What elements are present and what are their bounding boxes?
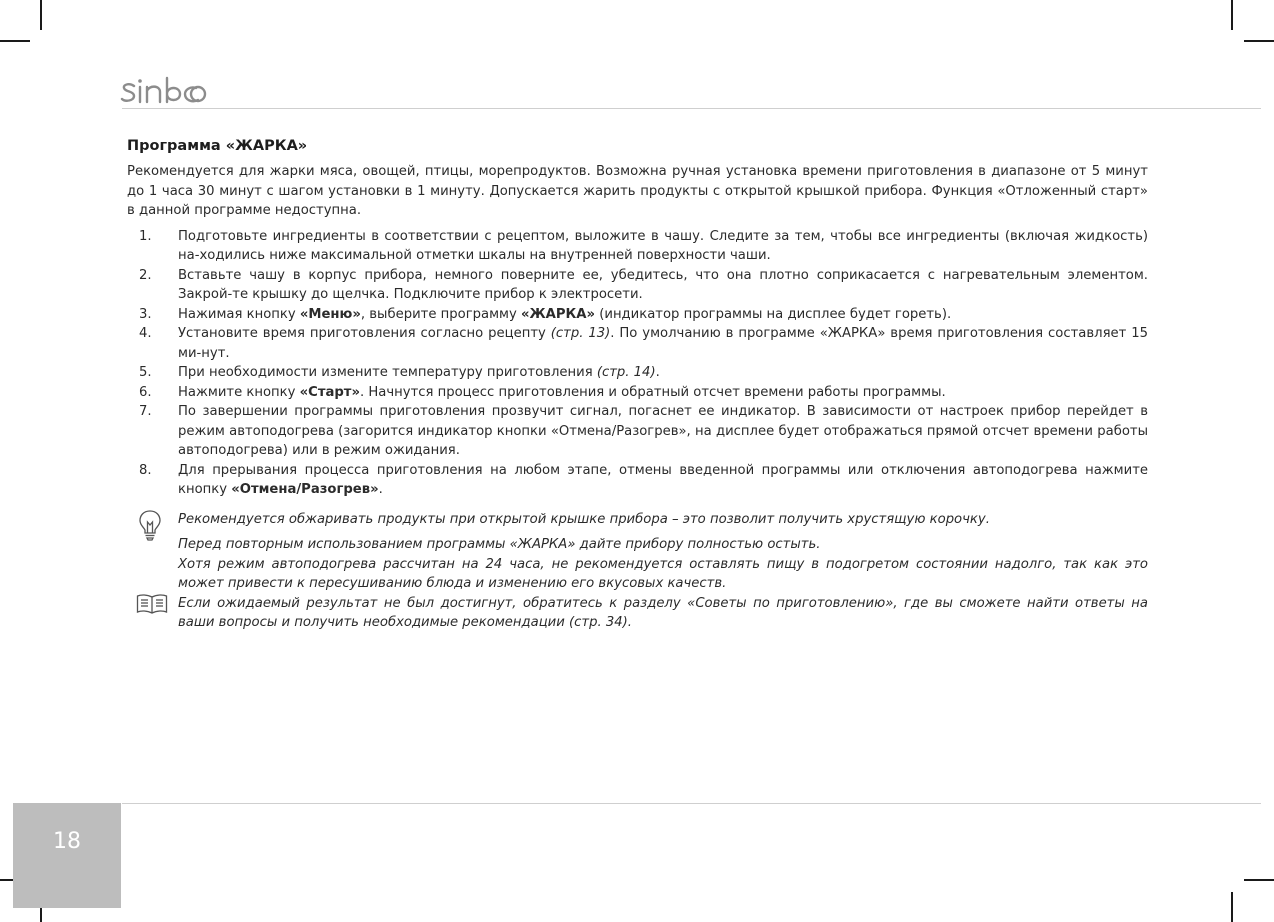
step-number: 5. <box>139 365 152 380</box>
info-line: Перед повторным использованием программы «ЖАРКА» дайте прибору полностью остыть. <box>178 537 821 552</box>
info-note <box>127 535 1148 633</box>
info-text <box>178 535 1148 633</box>
program-ref: «ЖАРКА» <box>520 306 596 322</box>
section-intro: Рекомендуется для жарки мяса, овощей, птицы, морепродуктов. Возможна ручная установка времени приготовления в диапазоне от 5 минут до 1 часа 30 минут с шагом установки в 1 минуту. Допускается жарить продукты с открытой крышкой прибора. Функция «Отложенный старт» в данной программе недоступна. <box>127 164 1148 218</box>
page-number: 18 <box>13 803 121 908</box>
step-text: По завершении программы приготовления прозвучит сигнал, погаснет ее индикатор. В зависимости от настроек прибор перейдет в режим автоподогрева (загорится индикатор кнопки «Отмена/Разогрев», на дисплее будет отображаться прямой отсчет времени работы автоподогрева) или в режим ожидания. <box>178 404 1148 458</box>
list-item <box>127 363 1148 383</box>
crop-mark <box>1244 40 1274 42</box>
page-ref: (стр. 14) <box>596 365 656 380</box>
list-item <box>127 461 1148 500</box>
step-number: 3. <box>139 306 152 322</box>
cancel-button-ref: «Отмена/Разогрев» <box>231 482 379 497</box>
step-text-part: Нажимая кнопку <box>178 306 300 322</box>
step-text-part: , выберите программу <box>360 306 521 322</box>
tip-text: Рекомендуется обжаривать продукты при открытой крышке прибора – это позволит получить хрустящую корочку. <box>178 511 990 527</box>
step-number: 8. <box>139 462 152 478</box>
book-icon-cell <box>127 535 178 633</box>
footer-rule <box>122 803 1261 804</box>
step-number: 4. <box>139 326 152 341</box>
crop-mark <box>1244 879 1274 881</box>
step-text-part: . <box>378 482 383 497</box>
start-button-ref: «Старт» <box>299 384 360 400</box>
list-item <box>127 266 1148 305</box>
list-item <box>127 305 1148 325</box>
page-ref: (стр. 13) <box>550 326 611 341</box>
steps-list <box>127 227 1148 500</box>
info-line: Хотя режим автоподогрева рассчитан на 24 часа, не рекомендуется оставлять пищу в подогретом состоянии надолго, так как это может привести к пересушиванию блюда и изменению его вкусовых качеств. <box>178 556 1148 591</box>
step-number: 2. <box>139 267 152 283</box>
step-number: 7. <box>139 404 152 419</box>
step-number: 6. <box>139 384 152 400</box>
step-text <box>178 305 1148 325</box>
step-text-part: . Начнутся процесс приготовления и обратный отсчет времени работы программы. <box>359 384 946 400</box>
step-text-part: Для прерывания процесса приготовления на любом этапе, отмены введенной программы или отключения автоподогрева нажмите кнопку <box>178 462 1148 497</box>
step-text <box>178 324 1148 363</box>
brand-logo <box>120 72 210 108</box>
list-item <box>127 324 1148 363</box>
step-number: 1. <box>139 228 152 244</box>
step-text-part: Нажмите кнопку <box>178 384 300 400</box>
step-text: Вставьте чашу в корпус прибора, немного поверните ее, убедитесь, что она плотно соприкасается с нагревательным элементом. Закрой-те крышку до щелчка. Подключите прибор к электросети. <box>178 267 1148 302</box>
step-text: Подготовьте ингредиенты в соответствии с рецептом, выложите в чашу. Следите за тем, чтобы все ингредиенты (включая жидкость) на-ходились ниже максимальной отметки шкалы на внутренней поверхности чаши. <box>178 228 1148 263</box>
page-content <box>127 136 1148 633</box>
crop-mark <box>1231 892 1233 922</box>
step-text-part: . <box>655 365 660 380</box>
list-item <box>127 383 1148 403</box>
crop-mark <box>0 40 30 42</box>
crop-mark <box>40 0 42 30</box>
step-text-part: (индикатор программы на дисплее будет гореть). <box>595 306 952 322</box>
step-text <box>178 383 1148 403</box>
lightbulb-icon <box>127 510 178 530</box>
step-text-part: . По умолчанию в программе «ЖАРКА» время приготовления составляет 15 ми-нут. <box>178 326 1149 361</box>
list-item <box>127 227 1148 266</box>
step-text <box>178 363 1148 383</box>
notes-block <box>127 510 1148 633</box>
tip-note <box>127 510 1148 530</box>
header-rule <box>122 108 1261 109</box>
step-text-part: При необходимости измените температуру приготовления <box>178 365 597 380</box>
crop-mark <box>1231 0 1233 30</box>
list-item <box>127 402 1148 461</box>
section-title: Программа «ЖАРКА» <box>127 138 308 154</box>
step-text-part: Установите время приготовления согласно рецепту <box>178 326 551 341</box>
menu-button-ref: «Меню» <box>299 306 361 322</box>
step-text <box>178 461 1148 500</box>
info-line: Если ожидаемый результат не был достигнут, обратитесь к разделу «Советы по приготовлению», где вы сможете найти ответы на ваши вопросы и получить необходимые рекомендации (стр. 34). <box>178 595 1148 630</box>
